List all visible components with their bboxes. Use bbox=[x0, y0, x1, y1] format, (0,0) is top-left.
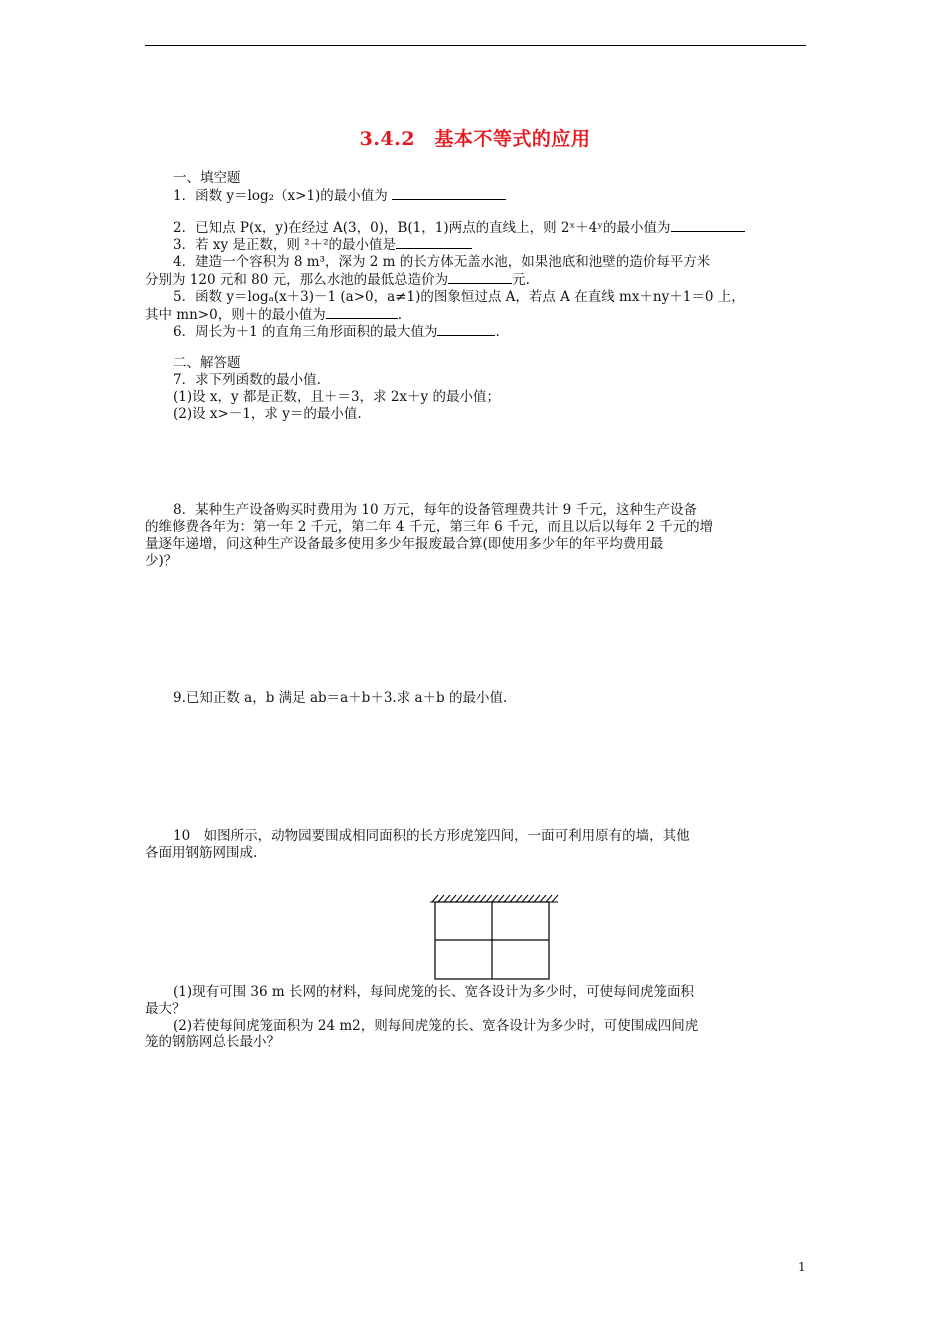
question-6: 6．周长为＋1 的直角三角形面积的最大值为 . bbox=[173, 324, 500, 341]
question-7-part-1: (1)设 x，y 都是正数，且＋＝3，求 2x＋y 的最小值； bbox=[173, 388, 500, 405]
question-1: 1．函数 y＝log₂（x>1)的最小值为 bbox=[145, 187, 807, 205]
section-solutions: 二、解答题 bbox=[173, 355, 241, 372]
answer-blank bbox=[326, 306, 398, 319]
section-fill-in: 一、填空题 bbox=[173, 170, 241, 186]
page-title: 3.4.2 基本不等式的应用 bbox=[359, 128, 591, 150]
answer-blank bbox=[671, 219, 745, 232]
question-10-part-1: (1)现有可围 36 m 长网的材料，每间虎笼的长、宽各设计为多少时，可使每间虎笼面积 bbox=[173, 983, 694, 1000]
question-2: 2．已知点 P(x，y)在经过 A(3，0)，B(1，1)两点的直线上，则 2ˣ＋4ʸ的最小值为 bbox=[145, 219, 807, 237]
answer-blank bbox=[437, 323, 495, 336]
question-4-line-1: 4．建造一个容积为 8 m³，深为 2 m 的长方体无盖水池，如果池底和池壁的造价每平方米 bbox=[173, 254, 711, 271]
question-9: 9.已知正数 a，b 满足 ab＝a＋b＋3.求 a＋b 的最小值. bbox=[173, 689, 508, 706]
wall-hatching bbox=[430, 895, 558, 902]
answer-blank bbox=[448, 271, 512, 284]
answer-blank bbox=[392, 187, 506, 200]
question-7: 7．求下列函数的最小值. bbox=[173, 371, 321, 388]
cage-grid bbox=[435, 902, 549, 979]
header-rule bbox=[145, 45, 806, 46]
question-3: 3．若 xy 是正数，则 ²＋²的最小值是 bbox=[145, 236, 807, 254]
question-8: 8．某种生产设备购买时费用为 10 万元，每年的设备管理费共计 9 千元，这种生产设备 的维修费各年为：第一年 2 千元，第二年 4 千元，第三年 6 千元，而且以后以每年 2 千元的增 量逐年递增，问这种生产设备最多使用多少年报废最合算(即使用多少年的年平均费用最 少)？ bbox=[145, 502, 714, 569]
question-10-part-2: (2)若使每间虎笼面积为 24 m2，则每间虎笼的长、宽各设计为多少时，可使围成四间虎 bbox=[173, 1017, 699, 1034]
question-5-line-1: 5．函数 y＝logₐ(x＋3)－1 (a>0，a≠1)的图象恒过点 A，若点 A 在直线 mx＋ny＋1＝0 上， bbox=[173, 288, 745, 305]
page-number: 1 bbox=[798, 1260, 806, 1274]
question-4-line-2: 分别为 120 元和 80 元，那么水池的最低总造价为 元. bbox=[145, 271, 530, 288]
question-7-part-2: (2)设 x>－1，求 y＝的最小值. bbox=[173, 405, 362, 422]
tiger-cage-figure bbox=[430, 894, 560, 982]
question-5-line-2: 其中 mn>0，则＋的最小值为 . bbox=[145, 306, 402, 323]
question-10: 10 如图所示，动物园要围成相同面积的长方形虎笼四间，一面可利用原有的墙，其他 各面用钢筋网围成. (1)现有可围 36 m 长网的材料，每间虎笼的长、宽各设计为多少时，可使每间虎笼面积 最大？ (2)若使每间虎笼面积为 24 m2，则每间虎笼的长、宽各设计为多少时，可使围成四间虎 笼的钢筋网总长最小？ bbox=[145, 828, 807, 1051]
answer-blank bbox=[396, 236, 472, 249]
